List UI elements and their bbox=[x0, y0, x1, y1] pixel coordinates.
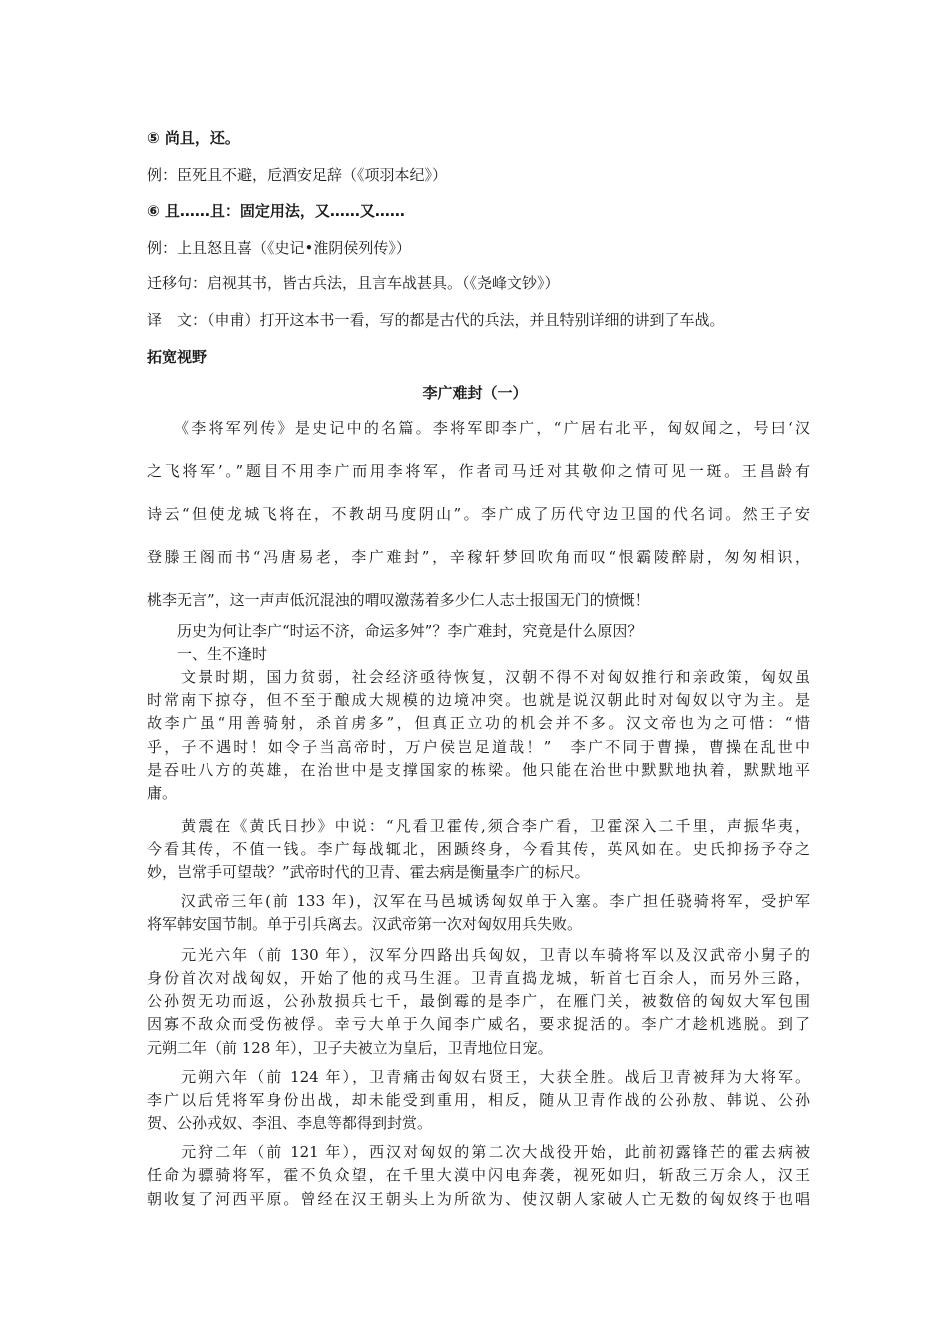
item-5-heading: ⑤ 尚且，还。 bbox=[147, 129, 240, 147]
body-line: 故李广虽“用善骑射，杀首虏多”，但真正立功的机会并不多。汉文帝也为之可惜：“惜 bbox=[147, 714, 810, 732]
body-line: 元光六年（前 130 年），汉军分四路出兵匈奴，卫青以车骑将军以及汉武帝小舅子的 bbox=[147, 946, 810, 964]
body-line: 元朔六年（前 124 年），卫青痛击匈奴右贤王，大获全胜。战后卫青被拜为大将军。 bbox=[147, 1068, 810, 1086]
body-line: 是吞吐八方的英雄，在治世中是支撑国家的栋梁。他只能在治世中默默地执着，默默地平 bbox=[147, 761, 810, 779]
body-line: 元朔二年（前 128 年），卫子夫被立为皇后，卫青地位日宠。 bbox=[147, 1039, 553, 1057]
item-6-heading: ⑥ 且……且：固定用法，又……又…… bbox=[147, 202, 405, 220]
transfer-sentence: 迁移句：启视其书，皆古兵法，且言车战甚具。（《尧峰文钞》） bbox=[147, 274, 560, 292]
body-line: 乎，子不遇时！如令子当高帝时，万户侯岂足道哉！” 李广不同于曹操，曹操在乱世中 bbox=[147, 738, 810, 756]
intro-line: 登滕王阁而书“冯唐易老，李广难封”，辛稼轩梦回吹角而叹“恨霸陵醉尉，匆匆相识， bbox=[147, 548, 810, 566]
subheading-1: 一、生不逢时 bbox=[147, 645, 268, 663]
body-line: 汉武帝三年(前 133 年)，汉军在马邑城诱匈奴单于入塞。李广担任骁骑将军，受护军 bbox=[147, 892, 810, 910]
body-line: 时常南下掠夺，但不至于酿成大规模的边境冲突。也就是说汉朝此时对匈奴以守为主。是 bbox=[147, 691, 810, 709]
intro-line: 《李将军列传》是史记中的名篇。李将军即李广，“广居右北平，匈奴闻之，号曰‘汉 bbox=[147, 419, 810, 437]
intro-line: 诗云“但使龙城飞将在，不教胡马度阴山”。李广成了历代守边卫国的代名词。然王子安 bbox=[147, 505, 810, 523]
body-line: 元狩二年（前 121 年），西汉对匈奴的第二次大战役开始，此前初露锋芒的霍去病被 bbox=[147, 1143, 810, 1161]
body-line: 文景时期，国力贫弱，社会经济亟待恢复，汉朝不得不对匈奴推行和亲政策，匈奴虽 bbox=[147, 668, 810, 686]
intro-line: 桃李无言”，这一声声低沉混浊的喟叹激荡着多少仁人志士报国无门的愤慨！ bbox=[147, 591, 650, 609]
body-line: 因寡不敌众而受伤被俘。幸亏大单于久闻李广威名，要求捉活的。李广才趁机逃脱。到了 bbox=[147, 1015, 810, 1033]
body-line: 将军韩安国节制。单于引兵离去。汉武帝第一次对匈奴用兵失败。 bbox=[147, 915, 583, 933]
body-line: 公孙贺无功而返，公孙敖损兵七千，最倒霉的是李广，在雁门关，被数倍的匈奴大军包围 bbox=[147, 992, 810, 1010]
body-line: 朝收复了河西平原。曾经在汉王朝头上为所欲为、使汉朝人家破人亡无数的匈奴终于也唱 bbox=[147, 1190, 810, 1208]
item-5-example: 例：臣死且不避，卮酒安足辞（《项羽本纪》） bbox=[147, 166, 448, 184]
body-line: 今看其传，不值一钱。李广每战辄北，困踬终身，今看其传，英风如在。史氏抑扬予夺之 bbox=[147, 840, 810, 858]
intro-line: 之飞将军’。”题目不用李广而用李将军，作者司马迁对其敬仰之情可见一斑。王昌龄有 bbox=[147, 462, 810, 480]
body-line: 身份首次对战匈奴，开始了他的戎马生涯。卫青直捣龙城，斩首七百余人，而另外三路， bbox=[147, 969, 810, 987]
section-heading: 拓宽视野 bbox=[147, 348, 208, 366]
body-line: 贺、公孙戎奴、李沮、李息等都得到封赏。 bbox=[147, 1114, 433, 1132]
item-6-example: 例：上且怒且喜（《史记•淮阴侯列传》） bbox=[147, 239, 411, 257]
body-line: 李广以后凭将军身份出战，却未能受到重用，相反，随从卫青作战的公孙敖、韩说、公孙 bbox=[147, 1091, 810, 1109]
body-line: 庸。 bbox=[147, 784, 178, 802]
body-line: 任命为骠骑将军，霍不负众望，在千里大漠中闪电奔袭，视死如归，斩敌三万余人，汉王 bbox=[147, 1166, 810, 1184]
article-title: 李广难封（一） bbox=[422, 384, 528, 402]
body-line: 妙，岂常手可望哉？”武帝时代的卫青、霍去病是衡量李广的标尺。 bbox=[147, 863, 590, 881]
translation: 译 文：（申甫）打开这本书一看，写的都是古代的兵法，并且特别详细的讲到了车战。 bbox=[147, 311, 725, 329]
body-line: 黄震在《黄氏日抄》中说：“凡看卫霍传,须合李广看，卫霍深入二千里，声振华夷， bbox=[147, 817, 810, 835]
question-line: 历史为何让李广“时运不济，命运多舛”？李广难封，究竟是什么原因？ bbox=[147, 622, 643, 640]
